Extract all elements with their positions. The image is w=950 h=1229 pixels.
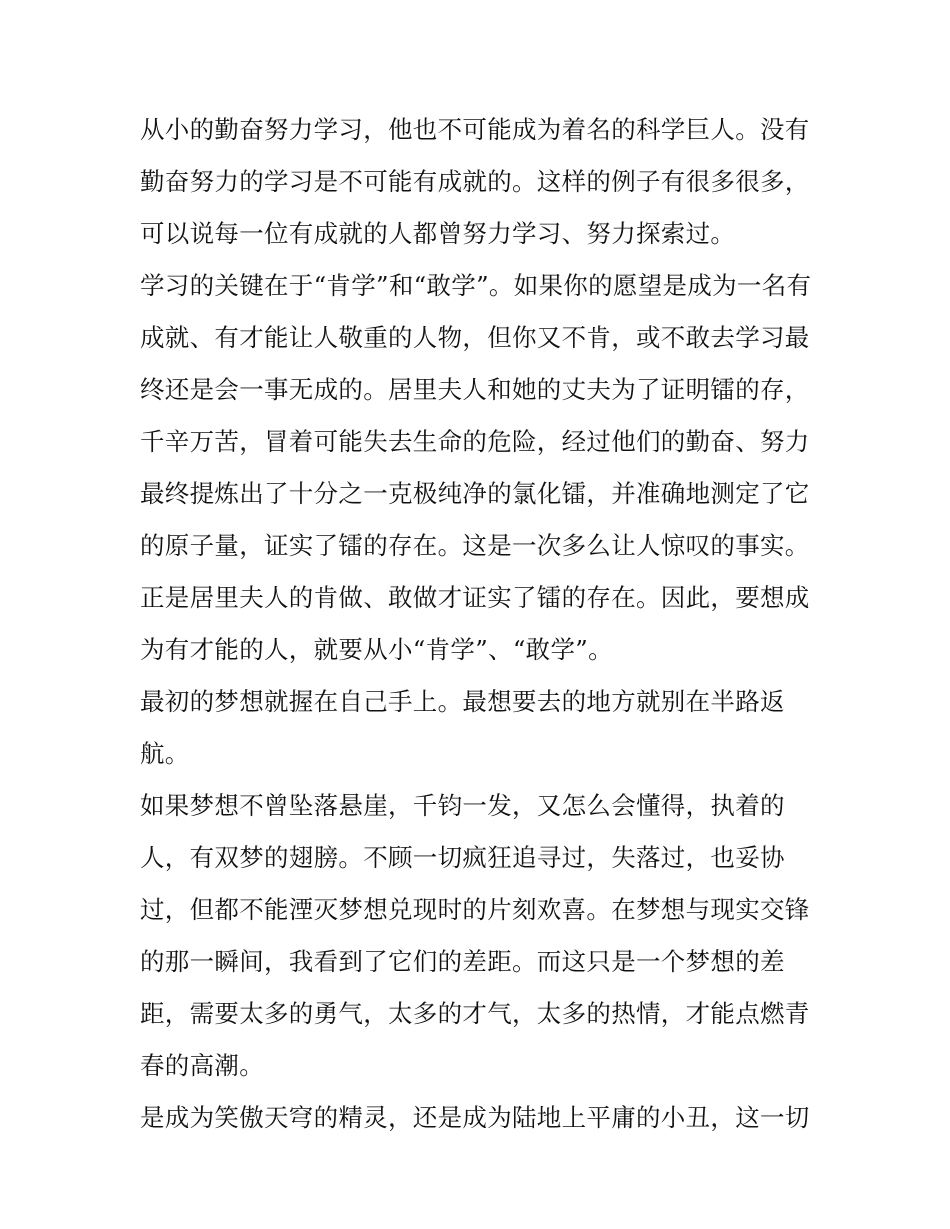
text-line: 人，有双梦的翅膀。不顾一切疯狂追寻过，失落过，也妥协	[140, 843, 785, 872]
text-line: 过，但都不能湮灭梦想兑现时的片刻欢喜。在梦想与现实交锋	[140, 895, 810, 924]
text-line: 的原子量，证实了镭的存在。这是一次多么让人惊叹的事实。	[140, 531, 810, 560]
text-line: 为有才能的人，就要从小“肯学”、“敢学”。	[140, 635, 613, 664]
text-line: 学习的关键在于“肯学”和“敢学”。如果你的愿望是成为一名有	[140, 271, 812, 300]
text-line: 最终提炼出了十分之一克极纯净的氯化镭，并准确地测定了它	[140, 479, 810, 508]
text-line: 终还是会一事无成的。居里夫人和她的丈夫为了证明镭的存，	[140, 375, 810, 404]
text-line: 最初的梦想就握在自己手上。最想要去的地方就别在半路返	[140, 687, 785, 716]
text-line: 是成为笑傲天穹的精灵，还是成为陆地上平庸的小丑，这一切	[140, 1103, 810, 1132]
text-line: 春的高潮。	[140, 1051, 264, 1080]
text-line: 如果梦想不曾坠落悬崖，千钧一发，又怎么会懂得，执着的	[140, 791, 785, 820]
text-line: 勤奋努力的学习是不可能有成就的。这样的例子有很多很多，	[140, 167, 810, 196]
text-line: 可以说每一位有成就的人都曾努力学习、努力探索过。	[140, 219, 736, 248]
body-text	[140, 104, 812, 1144]
text-line: 从小的勤奋努力学习，他也不可能成为着名的科学巨人。没有	[140, 115, 810, 144]
text-line: 正是居里夫人的肯做、敢做才证实了镭的存在。因此，要想成	[140, 583, 810, 612]
text-line: 的那一瞬间，我看到了它们的差距。而这只是一个梦想的差	[140, 947, 785, 976]
text-line: 距，需要太多的勇气，太多的才气，太多的热情，才能点燃青	[140, 999, 810, 1028]
text-line: 千辛万苦，冒着可能失去生命的危险，经过他们的勤奋、努力	[140, 427, 810, 456]
text-line: 航。	[140, 739, 190, 768]
text-line: 成就、有才能让人敬重的人物，但你又不肯，或不敢去学习最	[140, 323, 810, 352]
